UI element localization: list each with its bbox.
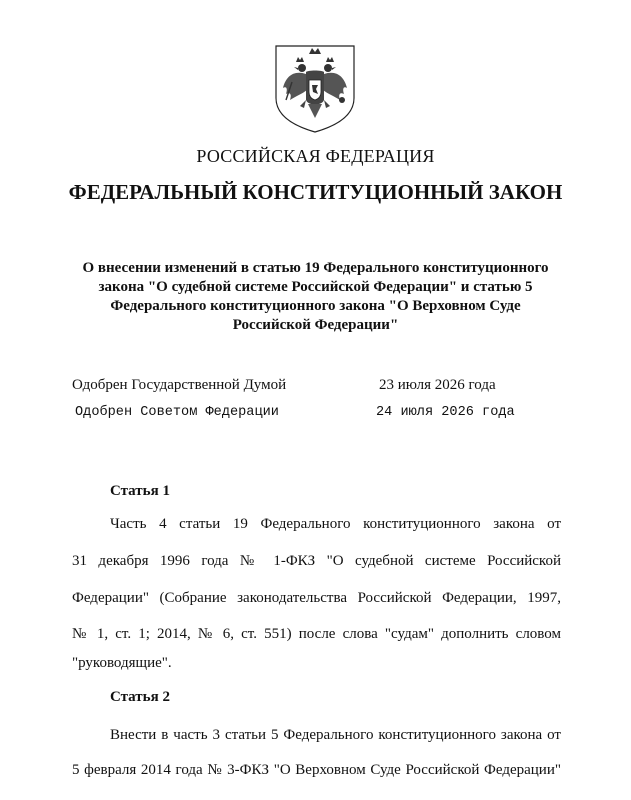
article-text-line: "руководящие".: [72, 655, 172, 671]
coat-of-arms-icon: [272, 42, 358, 134]
article-text-line: Федерации" (Собрание законодательства Российской Федерации, 1997,: [72, 590, 561, 606]
approval-body: Одобрен Советом Федерации: [75, 405, 279, 420]
approval-date: 23 июля 2026 года: [379, 377, 496, 393]
title-line: О внесении изменений в статью 19 Федерального конституционного: [82, 260, 549, 276]
article-text-line: Часть 4 статьи 19 Федерального конституционного закона от: [110, 516, 561, 532]
approval-date: 24 июля 2026 года: [376, 405, 515, 420]
title-line: закона "О судебной системе Российской Федерации" и статью 5: [98, 279, 533, 295]
article-text-line: № 1, ст. 1; 2014, № 6, ст. 551) после слова "судам" дополнить словом: [72, 626, 561, 642]
approval-body: Одобрен Государственной Думой: [72, 377, 287, 393]
article-heading: Статья 2: [110, 689, 170, 705]
title-line: Российской Федерации": [232, 317, 399, 333]
article-text-line: 5 февраля 2014 года № 3-ФКЗ "О Верховном Суде Российской Федерации": [72, 762, 561, 778]
article-text-line: Внести в часть 3 статьи 5 Федерального конституционного закона от: [110, 727, 561, 743]
article-heading: Статья 1: [110, 483, 170, 499]
document-title: [60, 259, 571, 335]
document-type: ФЕДЕРАЛЬНЫЙ КОНСТИТУЦИОННЫЙ ЗАКОН: [68, 180, 563, 204]
title-line: Федерального конституционного закона "О Верховном Суде: [110, 298, 521, 314]
approval-duma: [0, 377, 631, 397]
country-name: РОССИЙСКАЯ ФЕДЕРАЦИЯ: [196, 146, 435, 166]
article-text-line: 31 декабря 1996 года № 1-ФКЗ "О судебной системе Российской: [72, 553, 561, 569]
approval-federation-council: [0, 405, 631, 425]
